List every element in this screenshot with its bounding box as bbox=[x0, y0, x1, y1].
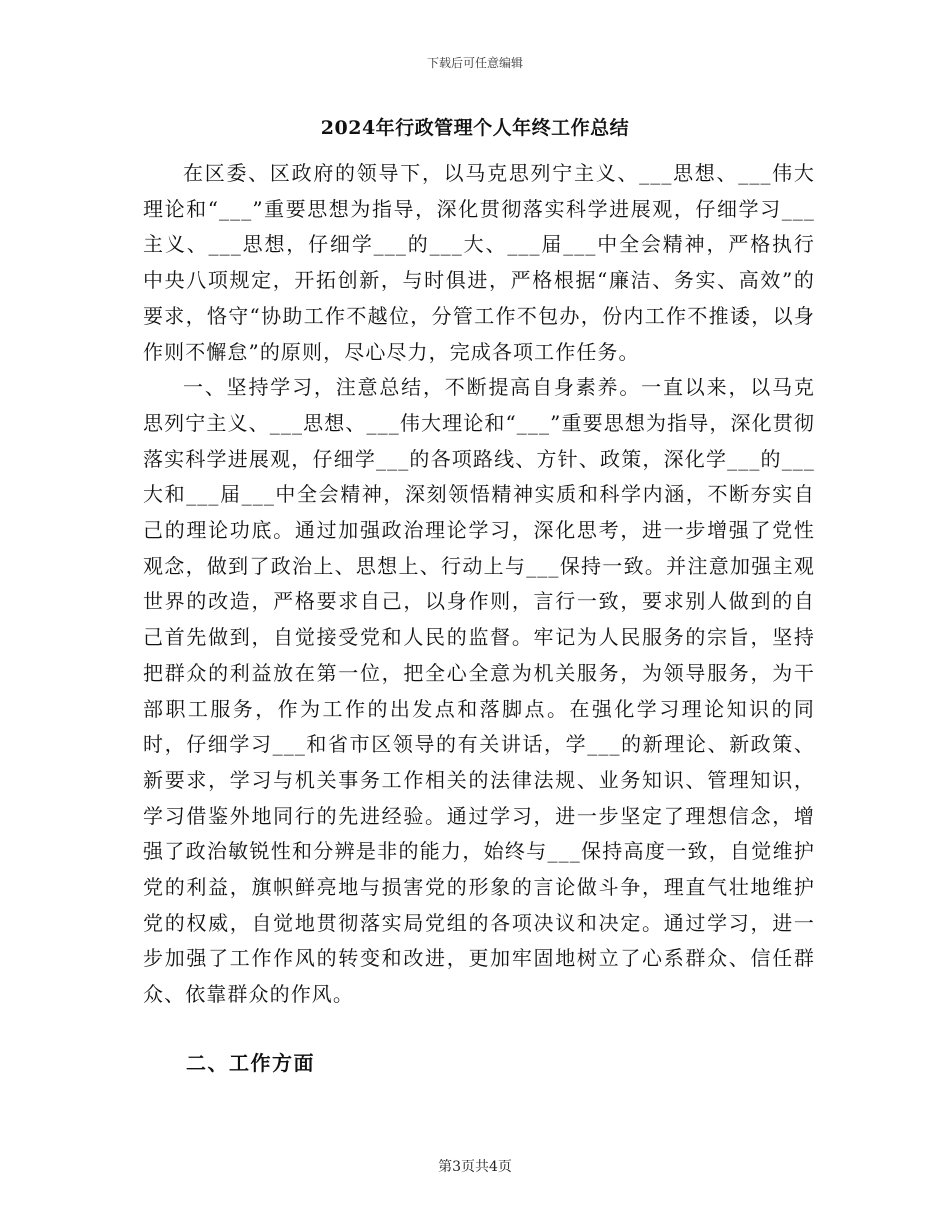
section-one-paragraph: 一、坚持学习，注意总结，不断提高自身素养。一直以来，以马克思列宁主义、___思想、___伟大理论和“___”重要思想为指导，深化贯彻落实科学进展观，仔细学___的各项路线、方针、政策，深化学___的___大和___届___中全会精神，深刻领悟精神实质和科学内涵，不断夯实自己的理论功底。通过加强政治理论学习，深化思考，进一步增强了党性观念，做到了政治上、思想上、行动上与___保持一致。并注意加强主观世界的改造，严格要求自己，以身作则，言行一致，要求别人做到的自己首先做到，自觉接受党和人民的监督。牢记为人民服务的宗旨，坚持把群众的利益放在第一位，把全心全意为机关服务，为领导服务，为干部职工服务，作为工作的出发点和落脚点。在强化学习理论知识的同时，仔细学习___和省市区领导的有关讲话，学___的新理论、新政策、新要求，学习与机关事务工作相关的法律法规、业务知识、管理知识，学习借鉴外地同行的先进经验。通过学习，进一步坚定了理想信念，增强了政治敏锐性和分辨是非的能力，始终与___保持高度一致，自觉维护党的利益，旗帜鲜亮地与损害党的形象的言论做斗争，理直气壮地维护党的权威，自觉地贯彻落实局党组的各项决议和决定。通过学习，进一步加强了工作作风的转变和改进，更加牢固地树立了心系群众、信任群众、依靠群众的作风。 bbox=[143, 375, 815, 1007]
page-number: 第3页共4页 bbox=[438, 1159, 512, 1175]
document-body bbox=[143, 156, 815, 1013]
intro-paragraph: 在区委、区政府的领导下，以马克思列宁主义、___思想、___伟大理论和“___”重要思想为指导，深化贯彻落实科学进展观，仔细学习___主义、___思想，仔细学___的___大、___届___中全会精神，严格执行中央八项规定，开拓创新，与时俱进，严格根据“廉洁、务实、高效”的要求，恪守“协助工作不越位，分管工作不包办，份内工作不推诿，以身作则不懈怠”的原则，尽心尽力，完成各项工作任务。 bbox=[143, 161, 815, 364]
document-title: 2024年行政管理个人年终工作总结 bbox=[320, 117, 630, 139]
section-two-heading: 二、工作方面 bbox=[186, 1051, 315, 1075]
download-note: 下载后可任意编辑 bbox=[426, 56, 523, 70]
